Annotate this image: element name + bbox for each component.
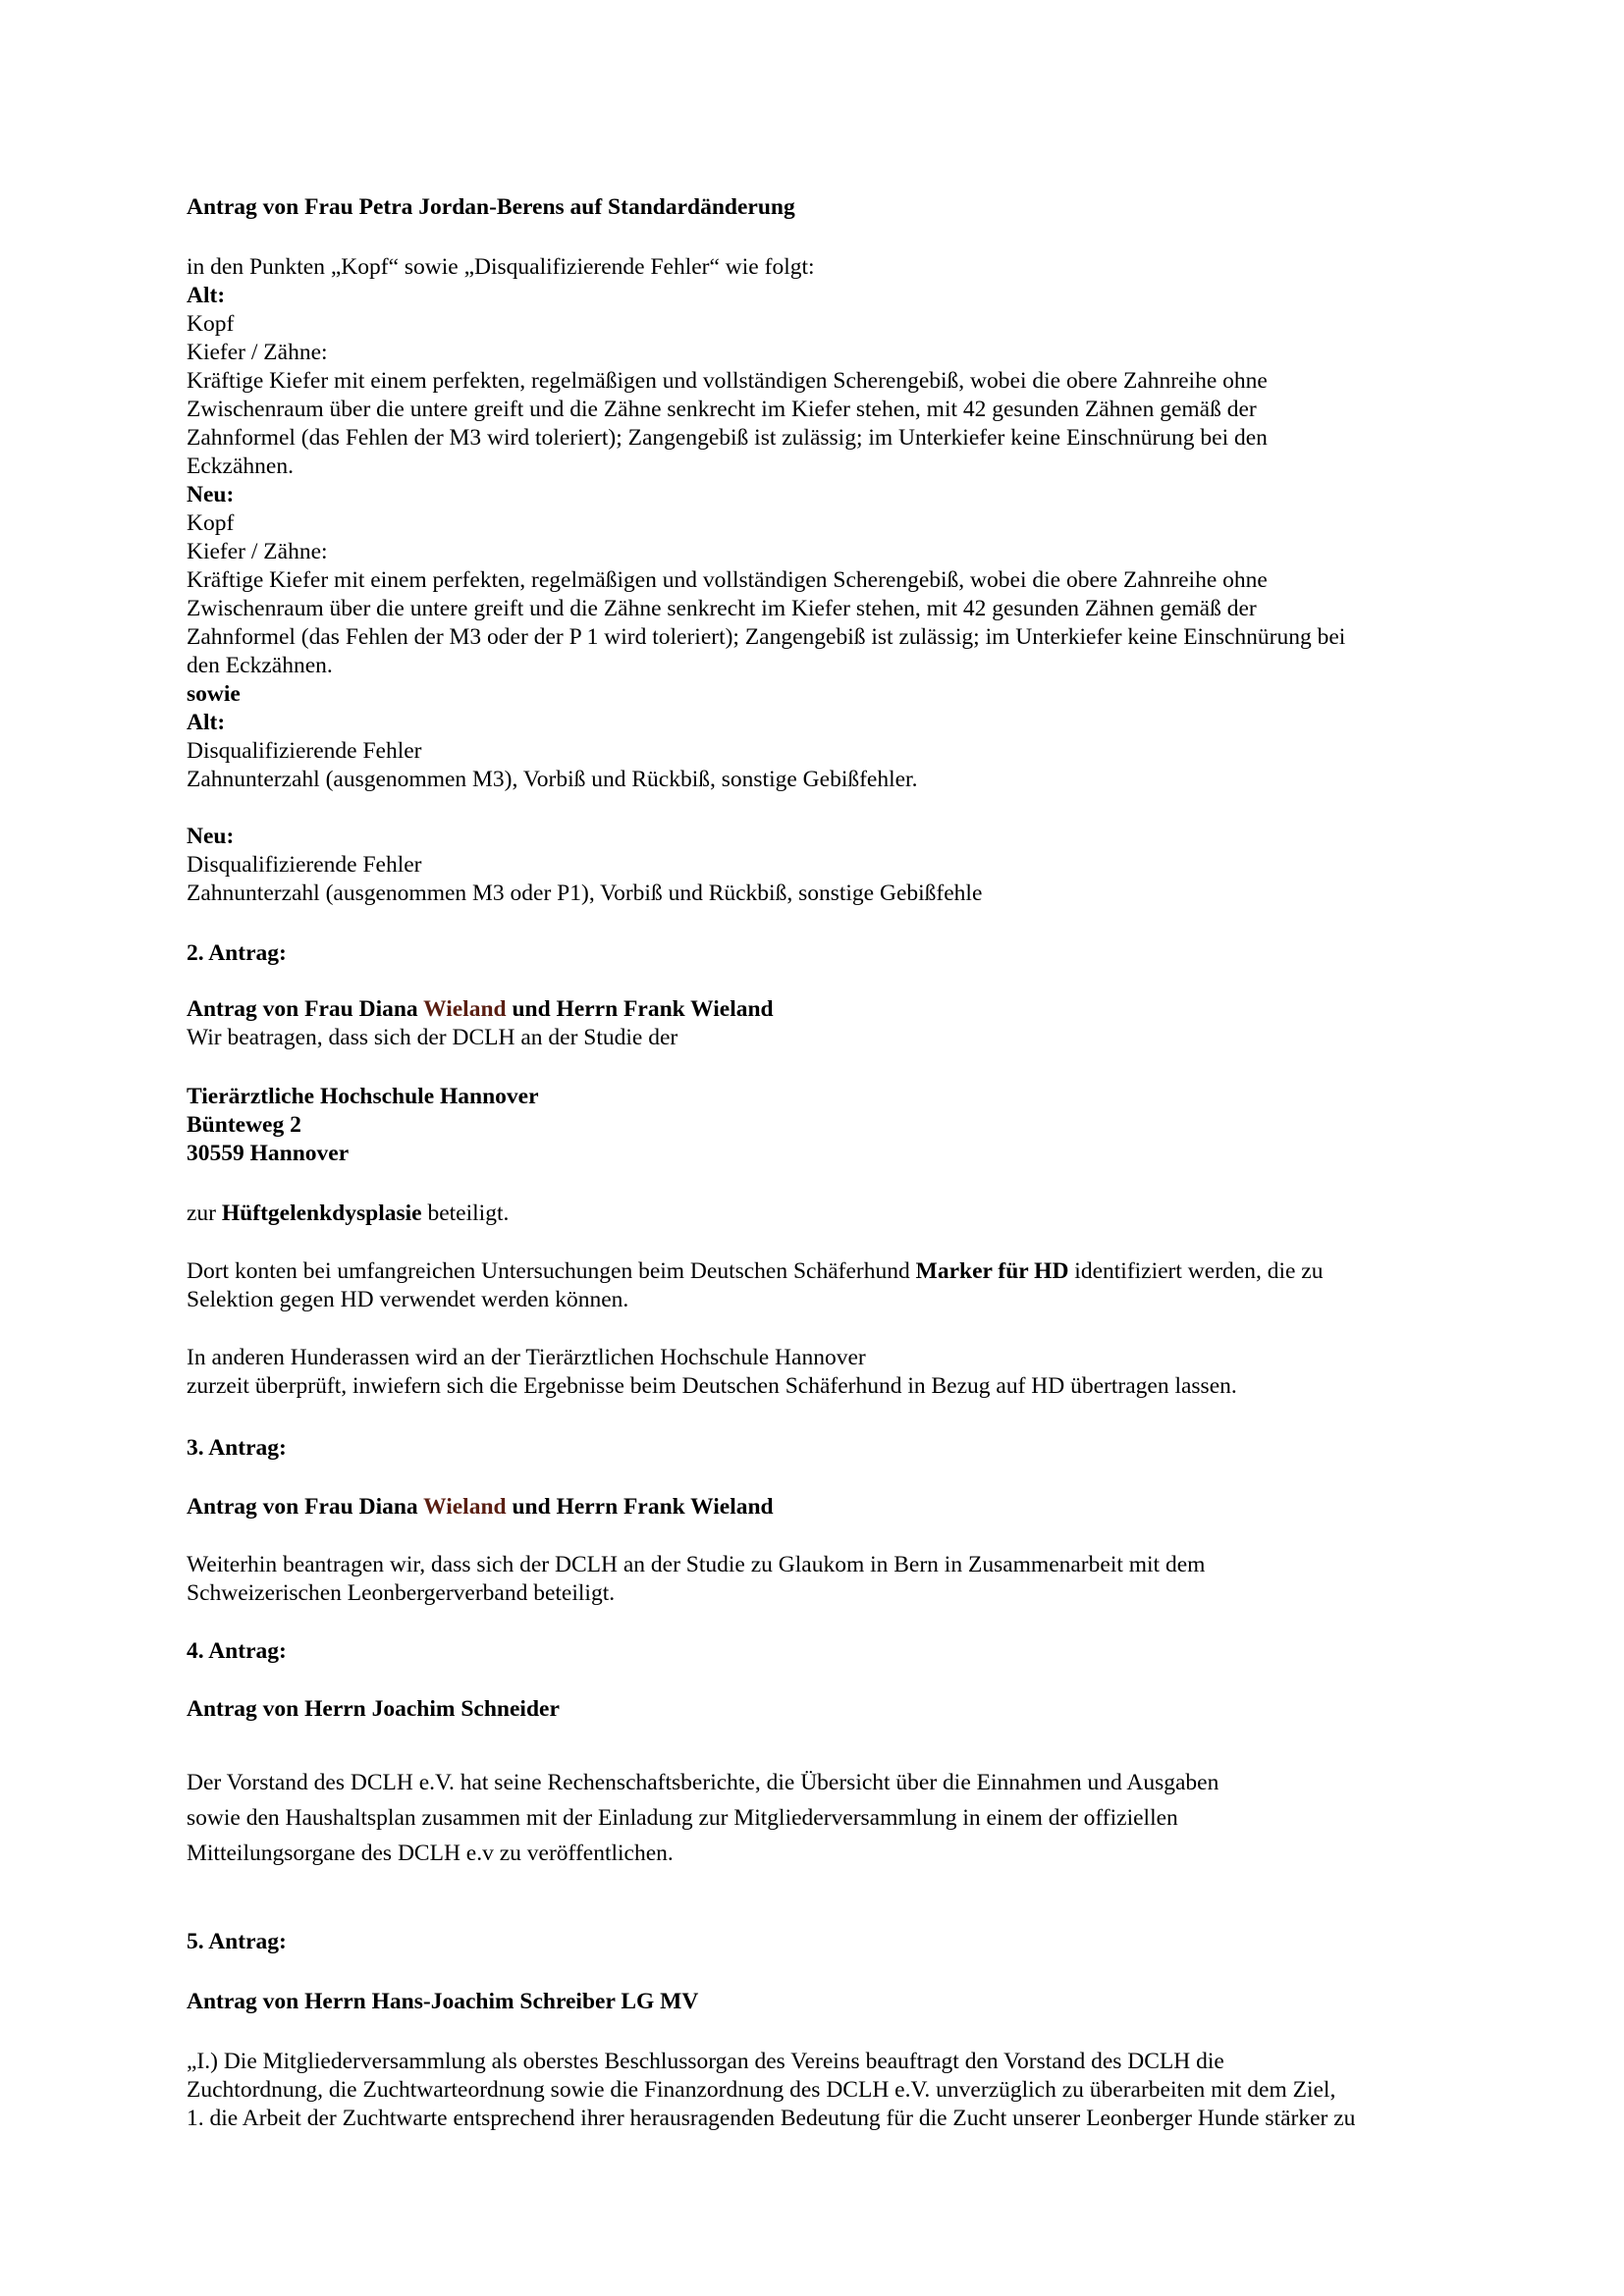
antrag4-line: sowie den Haushaltsplan zusammen mit der Einladung zur Mitgliederversammlung in einem der offiziellen xyxy=(187,1805,1178,1831)
antrag5-line: 1. die Arbeit der Zuchtwarte entsprechend ihrer herausragenden Bedeutung für die Zucht unserer Leonberger Hunde stärker zu xyxy=(187,2106,1356,2131)
antrag5-number: 5. Antrag: xyxy=(187,1929,287,1954)
antrag2-address-line: Bünteweg 2 xyxy=(187,1112,301,1138)
antrag2-topic-bold: Hüftgelenkdysplasie xyxy=(221,1201,422,1226)
antrag3-title-post: und Herrn Frank Wieland xyxy=(506,1494,774,1520)
antrag5-line: „I.) Die Mitgliederversammlung als oberstes Beschlussorgan des Vereins beauftragt den Vorstand des DCLH die xyxy=(187,2049,1224,2074)
antrag2-title-name: Wieland xyxy=(423,996,507,1022)
antrag1-alt2-text: Zahnunterzahl (ausgenommen M3), Vorbiß und Rückbiß, sonstige Gebißfehler. xyxy=(187,767,918,792)
antrag2-para1 xyxy=(187,1257,1323,1286)
antrag1-intro: in den Punkten „Kopf“ sowie „Disqualifizierende Fehler“ wie folgt: xyxy=(187,254,815,280)
antrag2-para1-bold: Marker für HD xyxy=(915,1258,1069,1284)
antrag1-title: Antrag von Frau Petra Jordan-Berens auf Standardänderung xyxy=(187,194,795,220)
antrag1-alt1-line: Eckzähnen. xyxy=(187,454,294,479)
antrag3-title xyxy=(187,1493,774,1522)
antrag2-title-pre: Antrag von Frau Diana xyxy=(187,996,424,1022)
antrag1-neu1-heading-kiefer: Kiefer / Zähne: xyxy=(187,539,328,564)
antrag2-topic-pre: zur xyxy=(187,1201,222,1226)
antrag2-number: 2. Antrag: xyxy=(187,940,287,966)
antrag2-title xyxy=(187,995,774,1024)
antrag1-alt2-label: Alt: xyxy=(187,710,226,735)
antrag2-title-post: und Herrn Frank Wieland xyxy=(506,996,774,1022)
antrag2-topic-post: beteiligt. xyxy=(421,1201,510,1226)
antrag2-intro: Wir beatragen, dass sich der DCLH an der Studie der xyxy=(187,1025,678,1050)
antrag1-alt2-heading: Disqualifizierende Fehler xyxy=(187,738,422,764)
antrag3-line: Weiterhin beantragen wir, dass sich der DCLH an der Studie zu Glaukom in Bern in Zusammenarbeit mit dem xyxy=(187,1552,1206,1577)
antrag1-alt1-line: Kräftige Kiefer mit einem perfekten, regelmäßigen und vollständigen Scherengebiß, wobei die obere Zahnreihe ohne xyxy=(187,368,1268,394)
antrag5-title: Antrag von Herrn Hans-Joachim Schreiber LG MV xyxy=(187,1989,699,2014)
antrag2-para2-line1: In anderen Hunderassen wird an der Tierärztlichen Hochschule Hannover xyxy=(187,1345,866,1370)
antrag1-neu1-line: Kräftige Kiefer mit einem perfekten, regelmäßigen und vollständigen Scherengebiß, wobei die obere Zahnreihe ohne xyxy=(187,567,1268,593)
antrag1-alt1-heading-kiefer: Kiefer / Zähne: xyxy=(187,340,328,365)
antrag1-neu2-text: Zahnunterzahl (ausgenommen M3 oder P1), Vorbiß und Rückbiß, sonstige Gebißfehle xyxy=(187,881,983,906)
antrag3-title-pre: Antrag von Frau Diana xyxy=(187,1494,424,1520)
antrag4-number: 4. Antrag: xyxy=(187,1638,287,1664)
antrag3-title-name: Wieland xyxy=(423,1494,507,1520)
antrag1-alt1-line: Zwischenraum über die untere greift und die Zähne senkrecht im Kiefer stehen, mit 42 gesunden Zähnen gemäß der xyxy=(187,397,1257,422)
antrag3-number: 3. Antrag: xyxy=(187,1435,287,1461)
antrag1-neu1-line: den Eckzähnen. xyxy=(187,653,333,678)
antrag1-neu2-heading: Disqualifizierende Fehler xyxy=(187,852,422,878)
antrag4-line: Mitteilungsorgane des DCLH e.v zu veröffentlichen. xyxy=(187,1841,674,1866)
antrag1-neu2-label: Neu: xyxy=(187,824,235,849)
antrag1-alt1-label: Alt: xyxy=(187,283,226,308)
antrag1-alt1-heading-kopf: Kopf xyxy=(187,311,235,337)
antrag2-para1-pre: Dort konten bei umfangreichen Untersuchungen beim Deutschen Schäferhund xyxy=(187,1258,916,1284)
antrag4-title: Antrag von Herrn Joachim Schneider xyxy=(187,1696,560,1722)
antrag2-para2-line2: zurzeit überprüft, inwiefern sich die Ergebnisse beim Deutschen Schäferhund in Bezug auf HD übertragen lassen. xyxy=(187,1373,1237,1399)
antrag1-neu1-heading-kopf: Kopf xyxy=(187,510,235,536)
antrag2-para1-line2: Selektion gegen HD verwendet werden können. xyxy=(187,1287,629,1312)
antrag1-sowie: sowie xyxy=(187,681,241,707)
antrag3-line: Schweizerischen Leonbergerverband beteiligt. xyxy=(187,1580,616,1606)
antrag1-neu1-line: Zahnformel (das Fehlen der M3 oder der P 1 wird toleriert); Zangengebiß ist zulässig; im Unterkiefer keine Einschnürung bei xyxy=(187,624,1346,650)
antrag1-neu1-line: Zwischenraum über die untere greift und die Zähne senkrecht im Kiefer stehen, mit 42 gesunden Zähnen gemäß der xyxy=(187,596,1257,621)
antrag1-neu1-label: Neu: xyxy=(187,482,235,507)
antrag2-para1-post: identifiziert werden, die zu xyxy=(1068,1258,1324,1284)
antrag5-line: Zuchtordnung, die Zuchtwarteordnung sowie die Finanzordnung des DCLH e.V. unverzüglich zu überarbeiten mit dem Ziel, xyxy=(187,2077,1336,2103)
antrag4-line: Der Vorstand des DCLH e.V. hat seine Rechenschaftsberichte, die Übersicht über die Einnahmen und Ausgaben xyxy=(187,1770,1219,1795)
antrag2-topic xyxy=(187,1200,509,1228)
antrag2-address-line: 30559 Hannover xyxy=(187,1141,350,1166)
antrag1-alt1-line: Zahnformel (das Fehlen der M3 wird toleriert); Zangengebiß ist zulässig; im Unterkiefer keine Einschnürung bei den xyxy=(187,425,1268,451)
antrag2-address-line: Tierärztliche Hochschule Hannover xyxy=(187,1084,539,1109)
